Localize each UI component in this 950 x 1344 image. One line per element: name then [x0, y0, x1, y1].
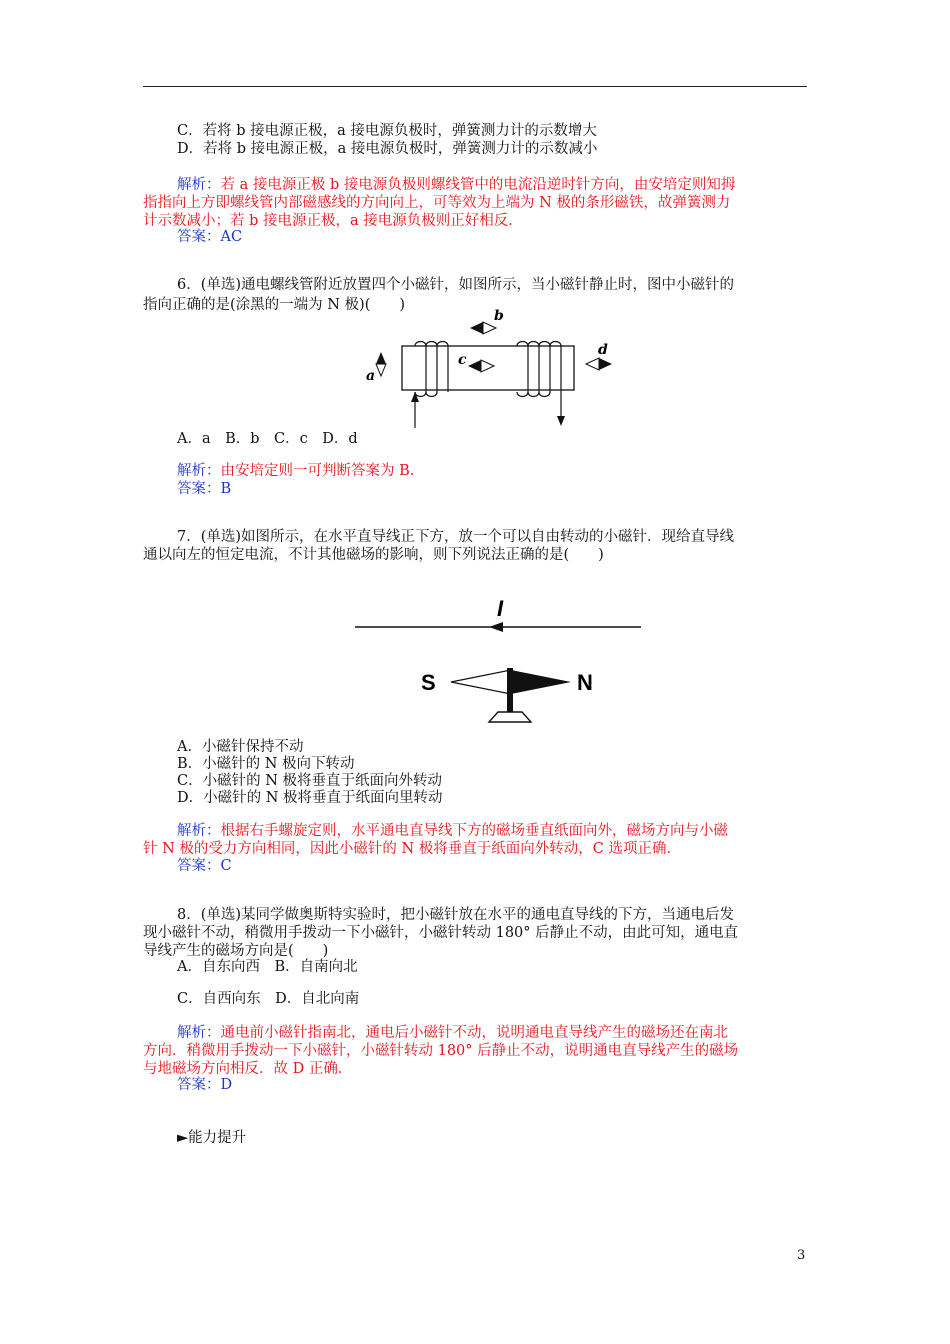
q7-answer: 答案：C [177, 858, 232, 874]
analysis-label: 解析： [177, 1025, 221, 1041]
analysis-label: 解析： [177, 463, 221, 479]
label-a: a [366, 368, 376, 384]
analysis-text: 根据右手螺旋定则，水平通电直导线下方的磁场垂直纸面向外，磁场方向与小磁 [220, 823, 728, 839]
q7-option-c: C．小磁针的 N 极将垂直于纸面向外转动 [177, 773, 442, 789]
q7-stem-line1: 7．(单选)如图所示，在水平直导线正下方，放一个可以自由转动的小磁针．现给直导线 [177, 529, 735, 545]
q8-stem-line2: 现小磁针不动，稍微用手拨动一下小磁针，小磁针转动 180° 后静止不动，由此可知，通电直 [143, 925, 739, 941]
q8-stem-line3: 导线产生的磁场方向是( ) [143, 943, 329, 959]
q8-options-cd: C．自西向东 D．自北向南 [177, 991, 360, 1007]
q6-analysis [177, 462, 841, 480]
section-heading: ►能力提升 [177, 1130, 247, 1146]
q7-analysis-line2: 针 N 极的受力方向相同，因此小磁针的 N 极将垂直于纸面向外转动，C 选项正确． [143, 841, 682, 857]
q7-wire-figure [355, 590, 645, 730]
q6-options: A．a B．b C．c D．d [177, 431, 358, 447]
q8-analysis-line3: 与地磁场方向相反．故 D 正确． [143, 1061, 353, 1077]
q5-option-c: C．若将 b 接电源正极，a 接电源负极时，弹簧测力计的示数增大 [177, 123, 597, 139]
q8-options-ab: A．自东向西 B．自南向北 [177, 959, 358, 975]
q7-analysis-line1 [177, 822, 841, 840]
q7-option-d: D．小磁针的 N 极将垂直于纸面向里转动 [177, 790, 443, 806]
q5-analysis-line1 [177, 176, 841, 194]
analysis-label: 解析： [177, 177, 221, 193]
current-label: I [497, 596, 504, 621]
q5-analysis-line3: 计示数减小；若 b 接电源正极，a 接电源负极则正好相反． [143, 213, 523, 229]
q6-answer: 答案：B [177, 481, 232, 497]
q5-answer: 答案：AC [177, 229, 243, 245]
q8-analysis-line1 [177, 1024, 841, 1042]
q8-answer: 答案：D [177, 1077, 233, 1093]
q7-stem-line2: 通以向左的恒定电流，不计其他磁场的影响，则下列说法正确的是( ) [143, 547, 604, 563]
header-rule [143, 86, 807, 87]
q5-analysis-line2: 指指向上方即螺线管内部磁感线的方向向上，可等效为上端为 N 极的条形磁铁，故弹簧测力 [143, 195, 731, 211]
q7-option-b: B．小磁针的 N 极向下转动 [177, 756, 355, 772]
q8-analysis-line2: 方向．稍微用手拨动一下小磁针，小磁针转动 180° 后静止不动，说明通电直导线产生的磁场 [143, 1043, 739, 1059]
analysis-label: 解析： [177, 823, 221, 839]
analysis-text: 若 a 接电源正极 b 接电源负极则螺线管中的电流沿逆时针方向，由安培定则知拇 [220, 177, 736, 193]
analysis-text: 由安培定则一可判断答案为 B. [220, 463, 415, 479]
analysis-text: 通电前小磁针指南北，通电后小磁针不动，说明通电直导线产生的磁场还在南北 [220, 1025, 728, 1041]
q8-stem-line1: 8．(单选)某同学做奥斯特实验时，把小磁针放在水平的通电直导线的下方，当通电后发 [177, 907, 735, 923]
north-label: N [577, 670, 593, 695]
label-d: d [598, 342, 608, 358]
q6-solenoid-figure [360, 306, 630, 430]
q7-option-a: A．小磁针保持不动 [177, 739, 304, 755]
q5-option-d: D．若将 b 接电源正极，a 接电源负极时，弹簧测力计的示数减小 [177, 141, 598, 157]
q6-stem-line1: 6．(单选)通电螺线管附近放置四个小磁针，如图所示，当小磁针静止时，图中小磁针的 [177, 277, 735, 293]
label-c: c [458, 352, 467, 368]
south-label: S [421, 670, 436, 695]
page-number: 3 [797, 1248, 806, 1263]
label-b: b [494, 308, 504, 324]
q6-stem-line2: 指向正确的是(涂黑的一端为 N 极)( ) [143, 297, 406, 313]
